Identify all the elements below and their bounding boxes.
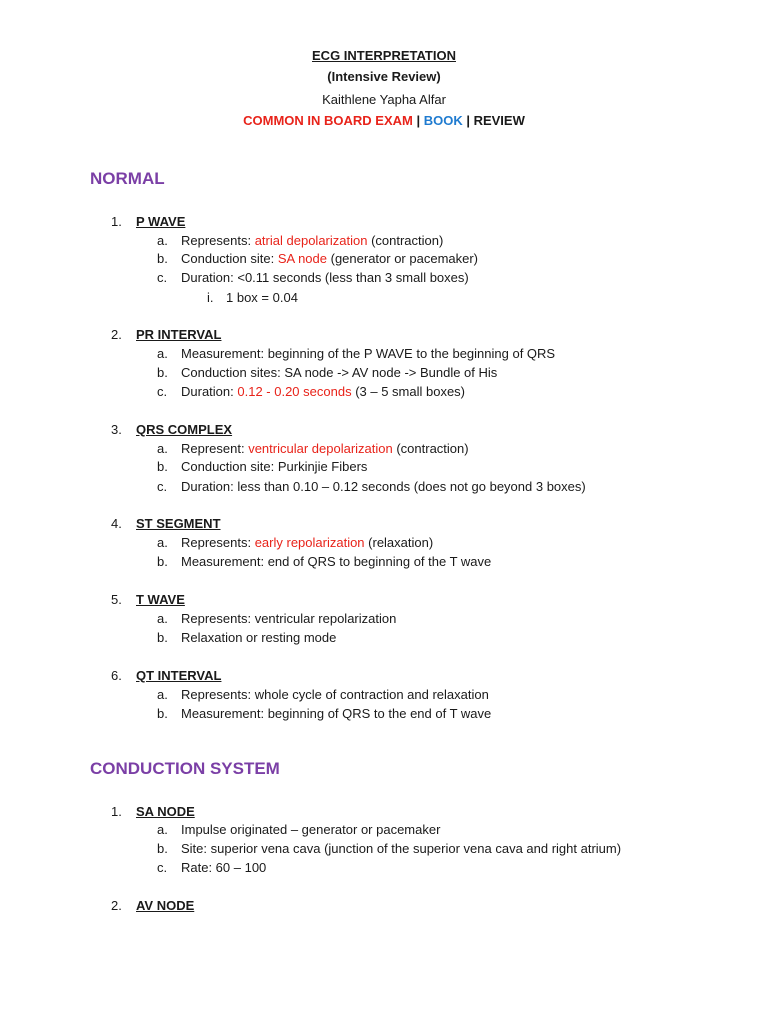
highlight-text: atrial — [254, 233, 283, 248]
sub-item — [157, 269, 469, 287]
sub-text: Measurement: beginning of the P WAVE to the beginning of QRS — [181, 346, 556, 361]
sub-item — [157, 458, 367, 476]
item-number: 6. — [111, 668, 122, 683]
sub-text: Site: superior vena cava (junction of the superior vena cava and right atrium) — [181, 841, 622, 856]
sub-letter: b. — [157, 630, 168, 645]
list-item — [111, 213, 185, 231]
legend-separator: | — [462, 113, 474, 128]
sub-letter: b. — [157, 706, 168, 721]
legend-review: REVIEW — [473, 113, 525, 128]
sub-item — [157, 840, 621, 858]
legend-separator: | — [412, 113, 424, 128]
sub-text: (3 – 5 small boxes) — [351, 384, 466, 399]
sub-item — [157, 440, 469, 458]
sub-text: Duration: — [181, 384, 238, 399]
list-item — [111, 421, 232, 439]
highlight-text: early repolarization — [254, 535, 365, 550]
highlight-text: ventricular depolarization — [248, 441, 393, 456]
item-title: SA NODE — [136, 804, 195, 819]
sub-item — [157, 821, 440, 839]
sub-text: Relaxation or resting mode — [181, 630, 337, 645]
sub-text: Impulse originated – generator or pacemaker — [181, 822, 441, 837]
sub-letter: a. — [157, 611, 168, 626]
document-title: ECG INTERPRETATION — [312, 48, 456, 63]
sub-text: (relaxation) — [364, 535, 434, 550]
item-number: 1. — [111, 804, 122, 819]
sub-item — [157, 345, 555, 363]
sub-letter: b. — [157, 554, 168, 569]
item-title: PR INTERVAL — [136, 327, 222, 342]
sub-letter: c. — [157, 860, 168, 875]
sub-letter: a. — [157, 233, 168, 248]
sub-text: Conduction sites: SA node -> AV node -> Bundle of His — [181, 365, 498, 380]
sub-text: Conduction site: — [181, 251, 278, 266]
sub-letter: b. — [157, 841, 168, 856]
author-name: Kaithlene Yapha Alfar — [322, 92, 446, 107]
sub-text: Measurement: end of QRS to beginning of the T wave — [181, 554, 492, 569]
sub-text: (contraction) — [367, 233, 444, 248]
item-title: T WAVE — [136, 592, 185, 607]
sub-text: Duration: <0.11 seconds (less than 3 small boxes) — [181, 270, 469, 285]
sub-text: Measurement: beginning of QRS to the end of T wave — [181, 706, 492, 721]
item-number: 4. — [111, 516, 122, 531]
sub-item — [157, 705, 491, 723]
item-title: ST SEGMENT — [136, 516, 221, 531]
sub-text: Conduction site: Purkinjie Fibers — [181, 459, 368, 474]
list-item — [111, 667, 221, 685]
sub-letter: b. — [157, 365, 168, 380]
sub-text: Represent: — [181, 441, 249, 456]
sub-letter: a. — [157, 687, 168, 702]
sub-sub-text: 1 box = 0.04 — [226, 290, 298, 305]
sub-letter: c. — [157, 479, 168, 494]
sub-text: Rate: 60 – 100 — [181, 860, 267, 875]
sub-text: Represents: — [181, 535, 255, 550]
sub-letter: a. — [157, 535, 168, 550]
sub-item — [157, 859, 266, 877]
document-subtitle: (Intensive Review) — [327, 69, 441, 84]
item-title: QRS COMPLEX — [136, 422, 233, 437]
sub-letter: c. — [157, 270, 168, 285]
item-title: QT INTERVAL — [136, 668, 222, 683]
list-item — [111, 803, 195, 821]
sub-item — [157, 478, 586, 496]
list-item — [111, 326, 221, 344]
sub-text: Represents: — [181, 233, 255, 248]
item-title: P WAVE — [136, 214, 186, 229]
highlight-text: 0.12 - 0.20 seconds — [237, 384, 352, 399]
sub-text: (contraction) — [392, 441, 469, 456]
sub-item — [157, 232, 443, 250]
sub-text: (generator or pacemaker) — [327, 251, 479, 266]
legend-common: COMMON IN BOARD EXAM — [243, 113, 413, 128]
sub-item — [157, 383, 465, 401]
sub-letter: b. — [157, 459, 168, 474]
list-item — [111, 591, 185, 609]
sub-text: Represents: whole cycle of contraction and relaxation — [181, 687, 489, 702]
highlight-text: SA node — [277, 251, 327, 266]
sub-sub-item — [207, 289, 298, 307]
sub-item — [157, 534, 433, 552]
highlight-text: depolarization — [286, 233, 368, 248]
sub-text: Duration: less than 0.10 – 0.12 seconds (does not go beyond 3 boxes) — [181, 479, 586, 494]
sub-item — [157, 610, 396, 628]
sub-item — [157, 629, 336, 647]
sub-letter: c. — [157, 384, 168, 399]
item-number: 1. — [111, 214, 122, 229]
section-heading-normal: NORMAL — [90, 169, 165, 188]
sub-item — [157, 553, 491, 571]
sub-letter: a. — [157, 441, 168, 456]
item-number: 3. — [111, 422, 122, 437]
sub-letter: a. — [157, 346, 168, 361]
sub-item — [157, 250, 478, 268]
sub-item — [157, 364, 497, 382]
list-item — [111, 897, 194, 915]
sub-text: Represents: ventricular repolarization — [181, 611, 397, 626]
item-title: AV NODE — [136, 898, 195, 913]
sub-letter: a. — [157, 822, 168, 837]
sub-letter: b. — [157, 251, 168, 266]
list-item — [111, 515, 221, 533]
item-number: 5. — [111, 592, 122, 607]
sub-sub-numeral: i. — [207, 290, 214, 305]
item-number: 2. — [111, 898, 122, 913]
sub-item — [157, 686, 489, 704]
item-number: 2. — [111, 327, 122, 342]
color-legend — [0, 112, 768, 130]
section-heading-conduction-system: CONDUCTION SYSTEM — [90, 759, 280, 778]
legend-book: BOOK — [423, 113, 463, 128]
